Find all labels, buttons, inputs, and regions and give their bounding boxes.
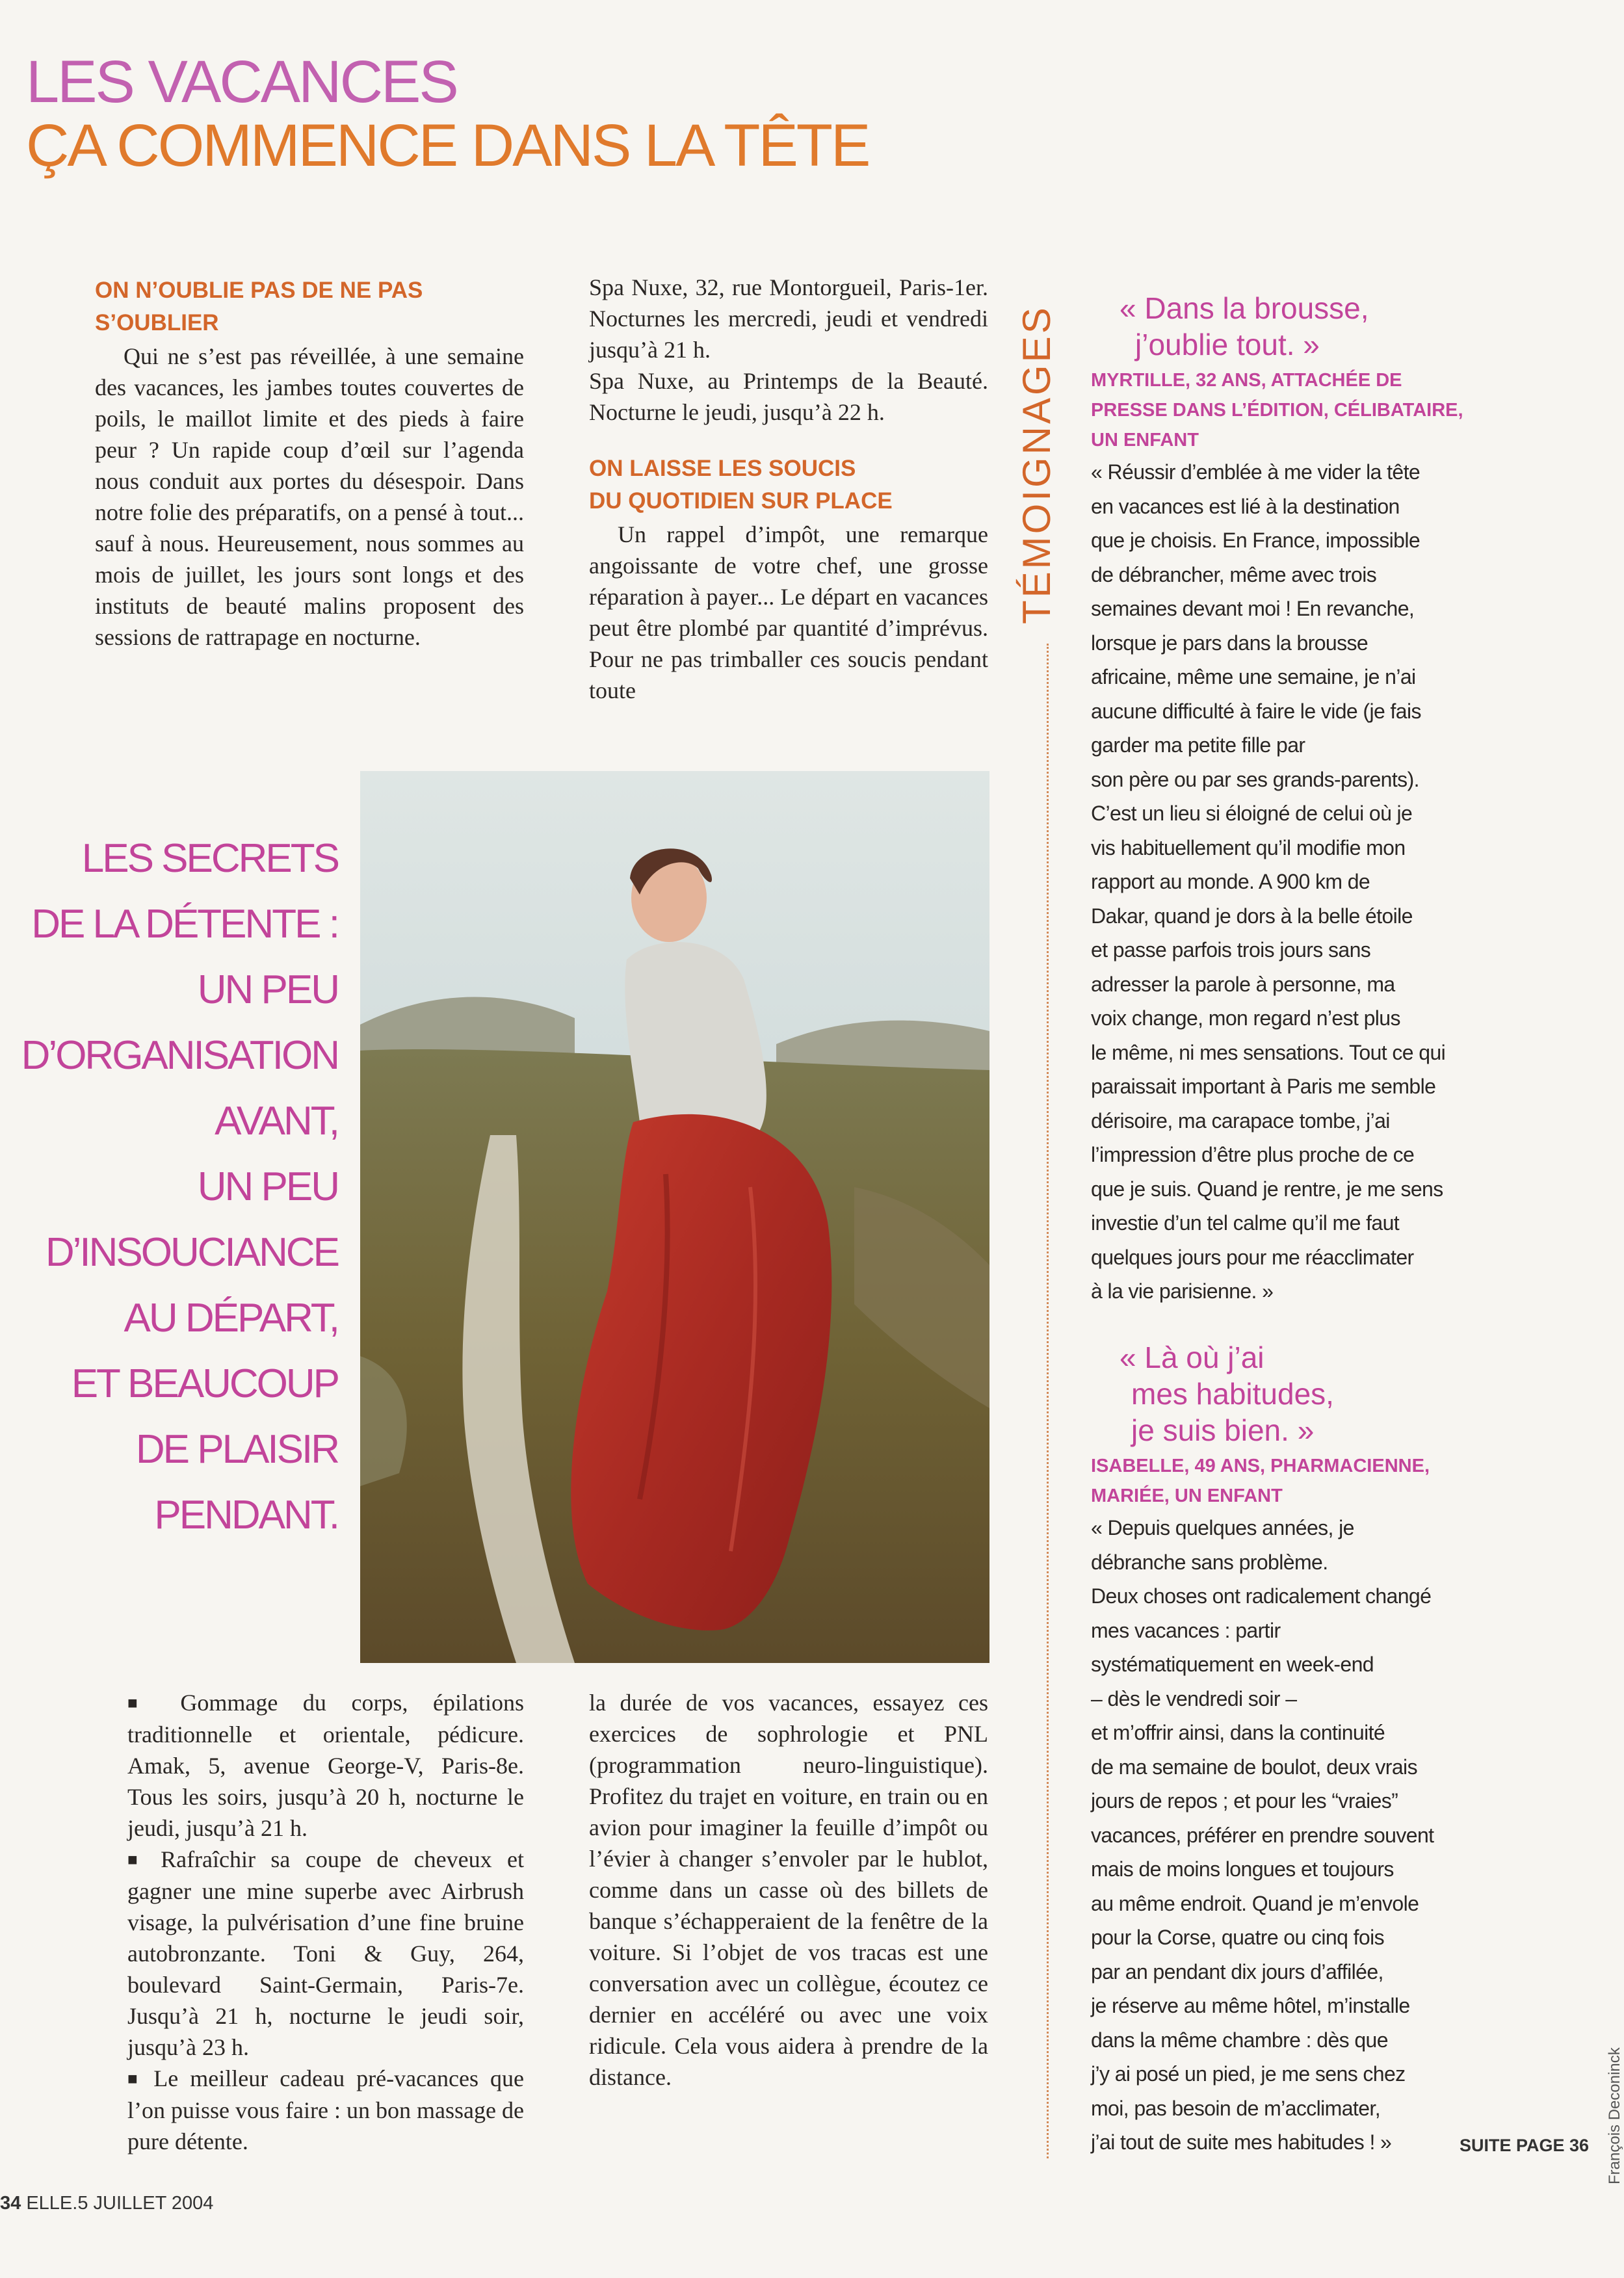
- continued-on: SUITE PAGE 36: [1460, 2136, 1590, 2155]
- testimonial-line: et passe parfois trois jours sans: [1091, 938, 1371, 962]
- testimonial-line: garder ma petite fille par: [1091, 733, 1305, 757]
- testimonial-line: « Depuis quelques années, je: [1091, 1516, 1354, 1539]
- headline-line-2: ÇA COMMENCE DANS LA TÊTE: [26, 112, 869, 179]
- section-1-heading-line-2: S’OUBLIER: [95, 310, 219, 335]
- testimonial-2-body: [1091, 1511, 1474, 2160]
- testimonial-line: jours de repos ; et pour les “vraies”: [1091, 1789, 1398, 1813]
- testimonial-line: l’impression d’être plus proche de ce: [1091, 1143, 1415, 1166]
- testimonial-line: dans la même chambre : dès que: [1091, 2028, 1388, 2052]
- bullet-item-massage: ■ Le meilleur cadeau pré-vacances que l’on puisse vous faire : un bon massage de pure détente.: [127, 2063, 524, 2157]
- pull-quote-line: UN PEU: [197, 967, 338, 1012]
- section-2-body: Un rappel d’impôt, une remarque angoissante de votre chef, une grosse réparation à payer... Le départ en vacances peut être plombé par quantité d’imprévus. Pour ne pas trimballer ces soucis pendant toute: [589, 521, 988, 703]
- pull-quote-line: PENDANT.: [154, 1493, 338, 1538]
- testimonial-2-title: [1091, 1339, 1474, 1448]
- testimonial-line: moi, pas besoin de m’acclimater,: [1091, 2096, 1381, 2120]
- testimonial-line: lorsque je pars dans la brousse: [1091, 631, 1369, 655]
- testimonial-2-person-line-2: MARIÉE, UN ENFANT: [1091, 1486, 1283, 1506]
- bullet-item-amak: ■ Gommage du corps, épilations traditionnelle et orientale, pédicure. Amak, 5, avenue George-V, Paris-8e. Tous les soirs, jusqu’à 20 h, nocturne le jeudi, jusqu’à 21 h.: [127, 1687, 524, 1844]
- testimonial-line: j’ai tout de suite mes habitudes ! »: [1091, 2130, 1392, 2154]
- pull-quote-line: LES SECRETS: [81, 836, 338, 881]
- testimonial-line: investie d’un tel calme qu’il me faut: [1091, 1211, 1400, 1235]
- section-2-heading-line-1: ON LAISSE LES SOUCIS: [589, 456, 856, 481]
- testimonial-line: au même endroit. Quand je m’envole: [1091, 1891, 1419, 1915]
- testimonial-1-body: [1091, 455, 1474, 1309]
- pull-quote: [0, 826, 338, 1548]
- pull-quote-line: DE PLAISIR: [135, 1427, 338, 1472]
- testimonial-line: – dès le vendredi soir –: [1091, 1686, 1297, 1710]
- page-headline: [26, 49, 869, 179]
- testimonial-line: et m’offrir ainsi, dans la continuité: [1091, 1721, 1385, 1744]
- testimonial-line: en vacances est lié à la destination: [1091, 494, 1400, 518]
- testimonial-line: à la vie parisienne. »: [1091, 1279, 1274, 1303]
- testimonial-line: son père ou par ses grands-parents).: [1091, 767, 1419, 791]
- testimonial-line: « Réussir d’emblée à me vider la tête: [1091, 460, 1421, 484]
- section-1-body: Qui ne s’est pas réveillée, à une semaine des vacances, les jambes toutes couvertes de poils, le maillot limite et des pieds à faire peur ? Un rapide coup d’œil sur l’agenda nous conduit aux portes du désespoir. Dans notre folie des préparatifs, on a pensé à tout... sauf à nous. Heureusement, nous sommes au mois de juillet, les jours sont longs et des instituts de beauté malins proposent des sessions de rattrapage en nocturne.: [95, 343, 524, 650]
- spa-nuxe-2: Spa Nuxe, au Printemps de la Beauté. Nocturne le jeudi, jusqu’à 22 h.: [589, 368, 988, 425]
- testimonial-line: de débrancher, même avec trois: [1091, 562, 1377, 586]
- testimonial-line: systématiquement en week-end: [1091, 1653, 1374, 1676]
- pull-quote-line: D’ORGANISATION: [21, 1033, 338, 1078]
- testimonial-line: semaines devant moi ! En revanche,: [1091, 597, 1415, 620]
- testimonial-line: vis habituellement qu’il modifie mon: [1091, 835, 1406, 859]
- column-2-bottom: [589, 1687, 988, 2093]
- testimonial-line: pour la Corse, quatre ou cinq fois: [1091, 1926, 1384, 1949]
- testimonial-line: vacances, préférer en prendre souvent: [1091, 1823, 1434, 1847]
- pull-quote-line: AU DÉPART,: [124, 1296, 338, 1341]
- photo-woman-in-sleeping-bag: [360, 771, 989, 1663]
- testimonial-line: paraissait important à Paris me semble: [1091, 1075, 1436, 1098]
- testimonial-line: Deux choses ont radicalement changé: [1091, 1584, 1432, 1608]
- testimonial-line: par an pendant dix jours d’affilée,: [1091, 1959, 1383, 1983]
- testimonial-1-title-line-2: j’oublie tout. »: [1135, 328, 1320, 361]
- testimonial-1: [1091, 290, 1474, 1309]
- testimonial-line: rapport au monde. A 900 km de: [1091, 870, 1370, 893]
- testimonial-line: C’est un lieu si éloigné de celui où je: [1091, 802, 1413, 825]
- section-2-heading: [589, 452, 988, 517]
- testimonial-line: dérisoire, ma carapace tombe, j’ai: [1091, 1108, 1390, 1132]
- testimonial-1-person-line-2: PRESSE DANS L’ÉDITION, CÉLIBATAIRE,: [1091, 400, 1463, 421]
- testimonial-2-person: [1091, 1451, 1474, 1511]
- testimonial-line: j’y ai posé un pied, je me sens chez: [1091, 2062, 1406, 2086]
- testimonial-2-title-line-1: « Là où j’ai: [1120, 1341, 1264, 1374]
- testimonial-line: adresser la parole à personne, ma: [1091, 972, 1395, 996]
- spa-nuxe-1: Spa Nuxe, 32, rue Montorgueil, Paris-1er. Nocturnes les mercredi, jeudi et vendredi jusqu’à 21 h.: [589, 274, 988, 363]
- testimonial-line: de ma semaine de boulot, deux vrais: [1091, 1755, 1417, 1779]
- section-1-heading-line-1: ON N’OUBLIE PAS DE NE PAS: [95, 278, 423, 303]
- testimonial-line: aucune difficulté à faire le vide (je fais: [1091, 699, 1421, 723]
- pull-quote-line: D’INSOUCIANCE: [45, 1230, 338, 1275]
- pull-quote-line: ET BEAUCOUP: [71, 1361, 338, 1406]
- testimonial-line: mes vacances : partir: [1091, 1618, 1281, 1642]
- testimonial-1-person-line-3: UN ENFANT: [1091, 430, 1199, 451]
- testimonial-line: Dakar, quand je dors à la belle étoile: [1091, 904, 1413, 928]
- testimonial-1-person-line-1: MYRTILLE, 32 ANS, ATTACHÉE DE: [1091, 370, 1402, 391]
- section-2-heading-line-2: DU QUOTIDIEN SUR PLACE: [589, 488, 893, 514]
- testimonial-line: le même, ni mes sensations. Tout ce qui: [1091, 1040, 1446, 1064]
- page-footer: [0, 2193, 213, 2214]
- temoignages-label: TÉMOIGNAGES: [1015, 305, 1058, 624]
- testimonial-line: africaine, même une semaine, je n’ai: [1091, 665, 1416, 688]
- testimonial-line: voix change, mon regard n’est plus: [1091, 1006, 1400, 1030]
- testimonial-1-title-line-1: « Dans la brousse,: [1120, 291, 1369, 325]
- testimonial-line: que je suis. Quand je rentre, je me sens: [1091, 1177, 1443, 1201]
- publication-date: ELLE.5 JUILLET 2004: [26, 2193, 214, 2214]
- photo-credit: François Deconinck: [1606, 2047, 1623, 2184]
- section-2-continued: la durée de vos vacances, essayez ces exercices de sophrologie et PNL (programmation neuro-linguistique). Profitez du trajet en voiture, en train ou en avion pour imaginer la feuille d’impôt ou l’évier à changer s’envoler par le hublot, comme dans un casse où des billets de banque s’échapperaient de la fenêtre de la voiture. Si l’objet de vos tracas est une conversation avec un collègue, écoutez ce dernier en accéléré ou avec une voix ridicule. Cela vous aidera à prendre de la distance.: [589, 1690, 988, 2090]
- testimonial-2-title-line-2: mes habitudes,: [1131, 1377, 1334, 1411]
- testimonial-line: mais de moins longues et toujours: [1091, 1857, 1394, 1881]
- headline-line-1: LES VACANCES: [26, 49, 457, 115]
- testimonial-line: débranche sans problème.: [1091, 1550, 1328, 1574]
- testimonial-line: que je choisis. En France, impossible: [1091, 529, 1421, 552]
- page-number: 34: [0, 2193, 21, 2214]
- testimonial-line: je réserve au même hôtel, m’installe: [1091, 1994, 1410, 2017]
- testimonial-1-title: [1091, 290, 1474, 363]
- pull-quote-line: UN PEU: [197, 1164, 338, 1209]
- testimonial-2-title-line-3: je suis bien. »: [1131, 1413, 1315, 1447]
- section-1: [95, 274, 524, 653]
- bullet-item-toni-guy: ■ Rafraîchir sa coupe de cheveux et gagner une mine superbe avec Airbrush visage, la pulvérisation d’une fine bruine autobronzante. Toni & Guy, 264, boulevard Saint-Germain, Paris-7e. Jusqu’à 21 h, nocturne le jeudi soir, jusqu’à 23 h.: [127, 1844, 524, 2063]
- testimonial-2-person-line-1: ISABELLE, 49 ANS, PHARMACIENNE,: [1091, 1456, 1430, 1476]
- testimonial-line: quelques jours pour me réacclimater: [1091, 1245, 1414, 1269]
- column-divider: [1047, 644, 1049, 2158]
- bullet-list: [127, 1687, 524, 2157]
- testimonial-1-person: [1091, 365, 1474, 455]
- pull-quote-line: DE LA DÉTENTE :: [31, 902, 338, 947]
- pull-quote-line: AVANT,: [215, 1099, 338, 1144]
- testimonial-2: [1091, 1339, 1474, 2160]
- column-2-top: [589, 272, 988, 706]
- section-1-heading: [95, 274, 524, 339]
